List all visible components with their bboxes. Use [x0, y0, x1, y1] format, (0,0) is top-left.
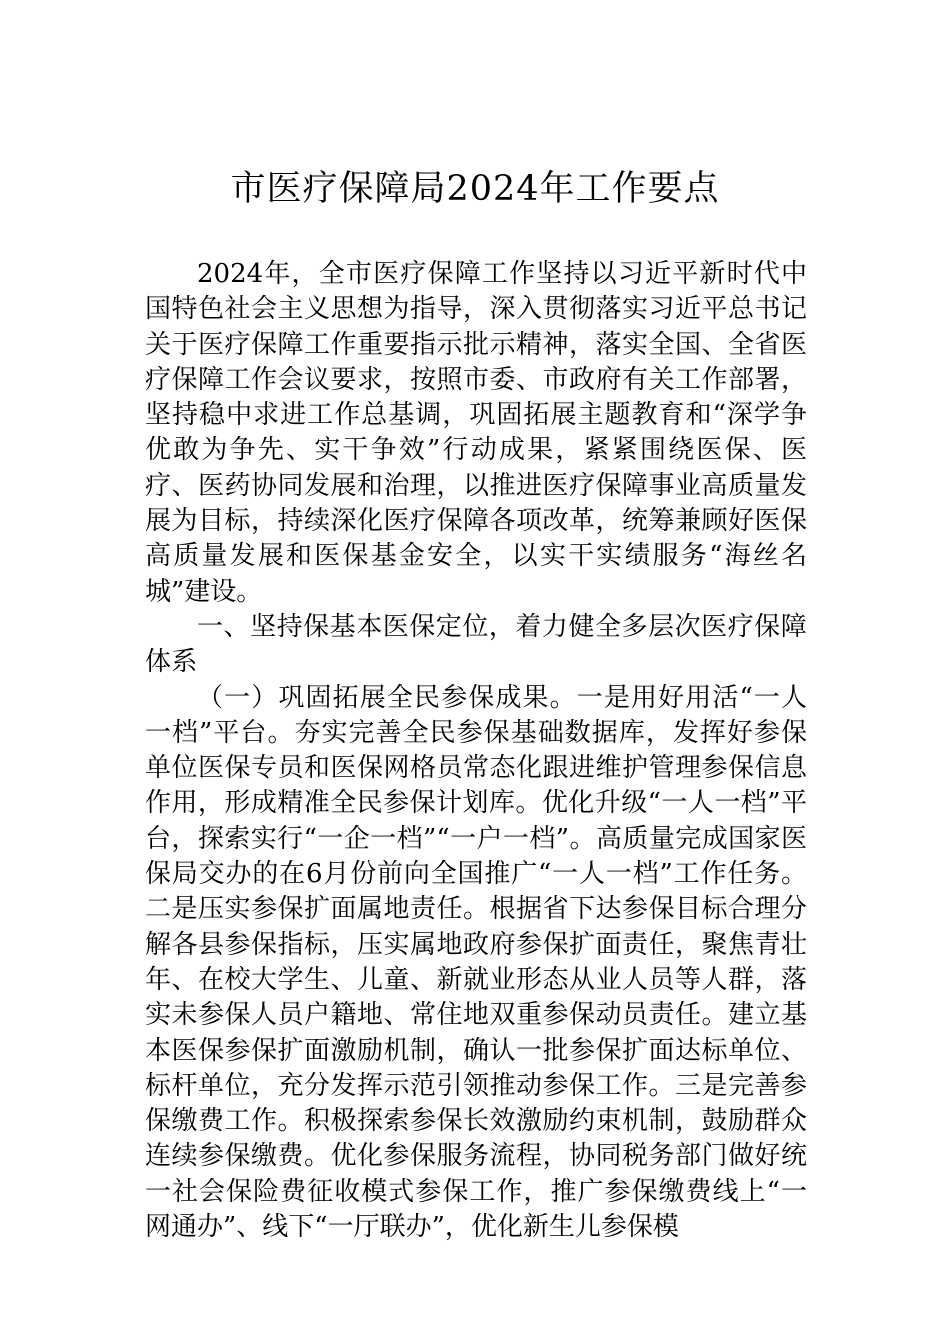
subsection-paragraph-1: （一）巩固拓展全民参保成果。一是用好用活“一人一档”平台。夯实完善全民参保基础数据库，发挥好参保单位医保专员和医保网格员常态化跟进维护管理参保信息作用，形成精准全民参保计划库。优化升级“一人一档”平台，探索实行“一企一档”“一户一档”。高质量完成国家医保局交办的在6月份前向全国推广“一人一档”工作任务。二是压实参保扩面属地责任。根据省下达参保目标合理分解各县参保指标，压实属地政府参保扩面责任，聚焦青壮年、在校大学生、儿童、新就业形态从业人员等人群，落实未参保人员户籍地、常住地双重参保动员责任。建立基本医保参保扩面激励机制，确认一批参保扩面达标单位、标杆单位，充分发挥示范引领推动参保工作。三是完善参保缴费工作。积极探索参保长效激励约束机制，鼓励群众连续参保缴费。优化参保服务流程，协同税务部门做好统一社会保险费征收模式参保工作，推广参保缴费线上“一网通办”、线下“一厅联办”，优化新生儿参保模 [145, 682, 807, 1243]
document-title: 市医疗保障局2024年工作要点 [230, 169, 720, 209]
section-heading-1: 一、坚持保基本医保定位，着力健全多层次医疗保障体系 [145, 611, 807, 678]
document-body [145, 257, 807, 1245]
intro-paragraph: 2024年，全市医疗保障工作坚持以习近平新时代中国特色社会主义思想为指导，深入贯彻落实习近平总书记关于医疗保障工作重要指示批示精神，落实全国、全省医疗保障工作会议要求，按照市委、市政府有关工作部署，坚持稳中求进工作总基调，巩固拓展主题教育和“深学争优敢为争先、实干争效”行动成果，紧紧围绕医保、医疗、医药协同发展和治理，以推进医疗保障事业高质量发展为目标，持续深化医疗保障各项改革，统筹兼顾好医保高质量发展和医保基金安全，以实干实绩服务“海丝名城”建设。 [145, 259, 807, 607]
